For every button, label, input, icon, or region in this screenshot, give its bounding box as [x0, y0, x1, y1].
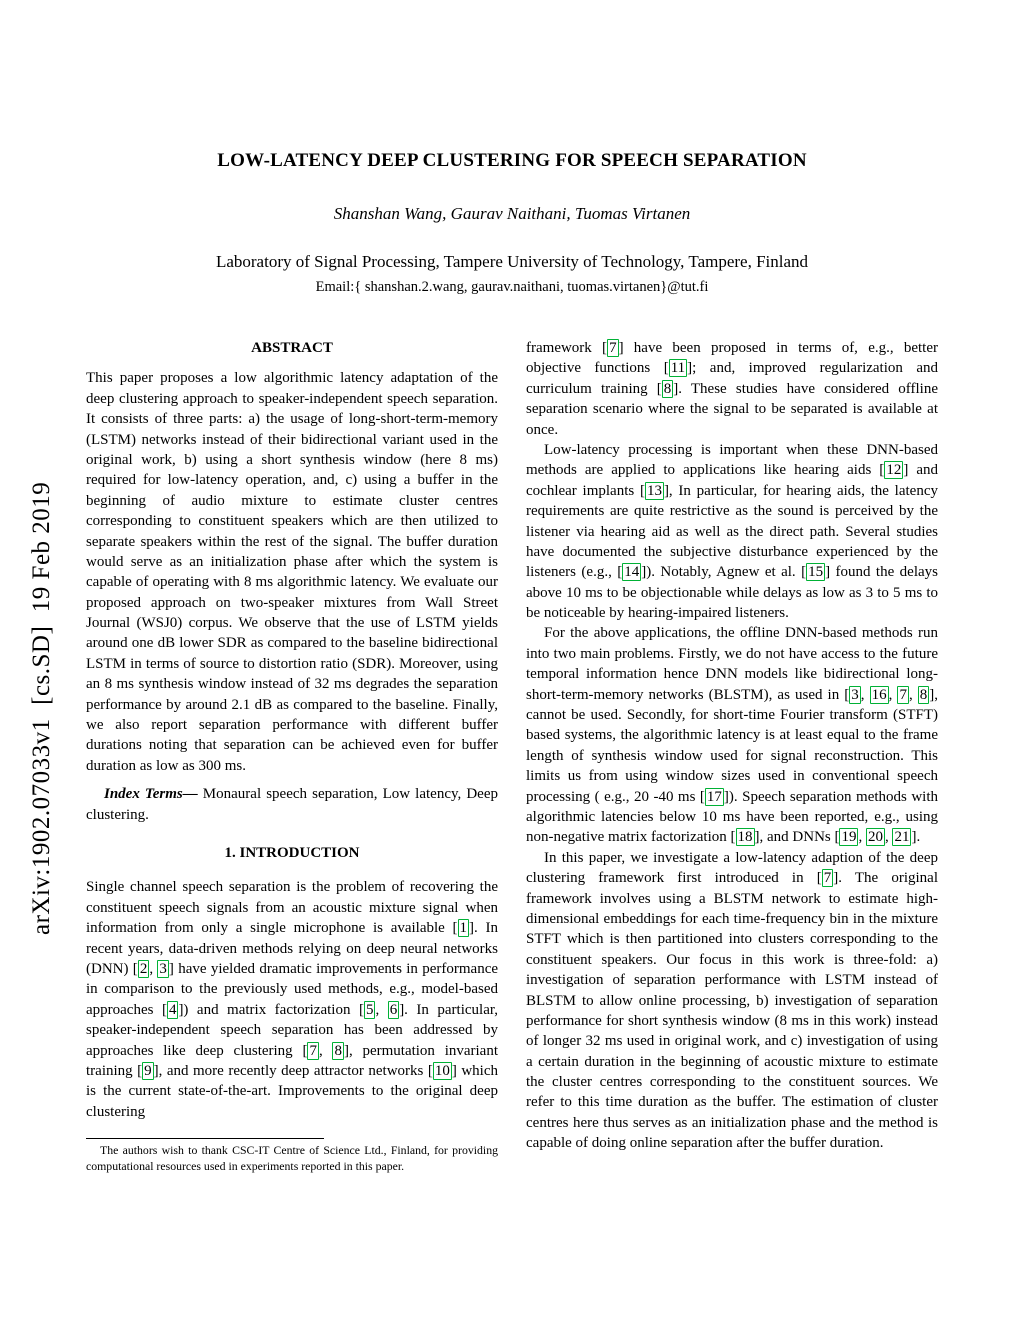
left-column	[86, 338, 498, 1174]
right-column	[526, 338, 938, 1174]
citation-link[interactable]: 17	[706, 788, 722, 805]
citation-link[interactable]: 19	[841, 829, 857, 846]
citation-link[interactable]: 12	[886, 462, 902, 479]
citation-link[interactable]: 9	[144, 1062, 152, 1079]
citation-link[interactable]: 6	[389, 1001, 398, 1018]
citation-link[interactable]: 10	[434, 1062, 450, 1079]
section-heading-introduction: 1. INTRODUCTION	[224, 844, 360, 861]
paper-header	[0, 0, 1024, 296]
citation-link[interactable]: 14	[624, 564, 640, 581]
citation-link[interactable]: 5	[365, 1001, 374, 1018]
citation-link[interactable]: 21	[894, 829, 910, 846]
index-terms-label: Index Terms—	[104, 786, 198, 803]
intro-paragraph: Single channel speech separation is the problem of recovering the constituent speech signals from an acoustic mixture signal when information from only a single microphone is available [ 1 ]. In recent years, data-driven methods relying on deep neural networks (DNN) [ 2 , 3 ] have yielded dramatic improvements in performance in comparison to the previously used methods, e.g., model-based approaches [ 4 ]) and matrix factorization [ 5 , 6 ]. In particular, speaker-independent speech separation has been addressed by approaches like deep clustering [ 7 , 8 ], permutation invariant training [ 9 ], and more recently deep attractor networks [ 10 ] which is the current state-of-the-art. Improvements to the original deep clustering	[86, 879, 499, 1120]
citation-link[interactable]: 11	[670, 360, 686, 377]
citation-link[interactable]: 20	[867, 829, 883, 846]
citation-link[interactable]: 3	[851, 686, 859, 703]
body-paragraph-continuation: framework [ 7 ] have been proposed in terms of, e.g., better objective functions [ 11 ]; and, improved regularization and curriculum training [ 8 ]. These studies have considered offline separation scenario where the signal to be separated is available at once.	[526, 340, 939, 438]
citation-link[interactable]: 8	[919, 686, 928, 703]
citation-link[interactable]: 8	[334, 1042, 342, 1059]
email-line: Email:{ shanshan.2.wang, gaurav.naithani, tuomas.virtanen}@tut.fi	[315, 279, 709, 295]
footnote-text: The authors wish to thank CSC-IT Centre of Science Ltd., Finland, for providing computational resources used in experiments reported in this paper.	[86, 1143, 498, 1173]
body-paragraph-low-latency: Low-latency processing is important when these DNN-based methods are applied to applications like hearing aids [ 12 ] and cochlear implants [ 13 ], In particular, for hearing aids, the latency requirements are quite restrictive as the sound is perceived by the listener via hearing aid as well as the direct path. Several studies have documented the subjective disturbance experienced by the listeners (e.g., [ 14 ]). Notably, Agnew et al. [ 15 ] found the delays above 10 ms to be objectionable while delays as low as 3 to 5 ms to be noticeable by hearing-impaired listeners.	[526, 441, 938, 622]
citation-link[interactable]: 2	[139, 960, 148, 977]
authors-line: Shanshan Wang, Gaurav Naithani, Tuomas Virtanen	[333, 204, 691, 223]
index-terms-text: Monaural speech separation, Low latency, Deep clustering.	[86, 786, 498, 823]
footnote-block	[86, 1138, 498, 1174]
citation-link[interactable]: 8	[663, 380, 672, 397]
citation-link[interactable]: 7	[899, 686, 907, 703]
citation-link[interactable]: 13	[646, 482, 662, 499]
citation-link[interactable]: 7	[823, 870, 832, 887]
affiliation-line: Laboratory of Signal Processing, Tampere University of Technology, Tampere, Finland	[215, 252, 809, 271]
citation-link[interactable]: 7	[309, 1042, 317, 1059]
body-paragraph-this-paper: In this paper, we investigate a low-latency adaption of the deep clustering framework first introduced in [ 7 ]. The original framework involves using a BLSTM network to estimate high-dimensional embeddings for each time-frequency bin in the mixture STFT which is then partitioned into clusters corresponding to the constituent speakers. Our focus in this work is three-fold: a) investigation of separation performance with LSTM instead of BLSTM to allow online processing, b) investigation of separation performance for short synthesis window (8 ms in this work) instead of longer 32 ms used in original work, and c) investigation of using a certain duration in the beginning of acoustic mixture to estimate the cluster centres corresponding to the constituent sources. We refer to this time duration as the buffer. The estimation of cluster centres here thus serves as an initialization phase and the method is capable of doing online separation after the buffer duration.	[526, 849, 939, 1152]
two-column-body	[86, 338, 938, 1174]
citation-link[interactable]: 1	[459, 920, 468, 937]
footnote-rule	[86, 1138, 324, 1139]
body-paragraph-offline-problems: For the above applications, the offline DNN-based methods run into two main problems. Firstly, we do not have access to the future temporal information hence DNN models like bidirectional long-short-term-memory networks (BLSTM), as used in [ 3 , 16 , 7 , 8 ], cannot be used. Secondly, for short-time Fourier transform (STFT) based systems, the algorithmic latency is at least equal to the frame length of synthesis window used for signal reconstruction. This limits us from using window sizes used in conventional speech processing ( e.g., 20 -40 ms [ 17 ]). Speech separation methods with algorithmic latencies below 10 ms have been reported, e.g., using non-negative matrix factorization [ 18 ], and DNNs [ 19 , 20 , 21 ].	[526, 625, 939, 846]
citation-link[interactable]: 4	[168, 1001, 177, 1018]
citation-link[interactable]: 16	[871, 686, 887, 703]
arxiv-watermark: arXiv:1902.07033v1 [cs.SD] 19 Feb 2019	[28, 481, 55, 935]
citation-link[interactable]: 3	[159, 960, 167, 977]
citation-link[interactable]: 15	[808, 564, 824, 581]
citation-link[interactable]: 7	[609, 340, 617, 356]
abstract-heading: ABSTRACT	[251, 340, 333, 356]
abstract-paragraph: This paper proposes a low algorithmic latency adaptation of the deep clustering approach to speaker-independent speech separation. It consists of three parts: a) the usage of long-short-term-memory (LSTM) networks instead of their bidirectional variant used in the original work, b) using a short synthesis window (here 8 ms) required for low-latency operation, and, c) using a buffer in the beginning of audio mixture to estimate cluster centres corresponding to constituent speakers which are then utilized to separate speakers within the rest of the signal. The buffer duration would serve as an initialization phase after which the system is capable of operating with 8 ms algorithmic latency. We evaluate our proposed approach on two-speaker mixtures from Wall Street Journal (WSJ0) corpus. We observe that the use of LSTM yields around one dB lower SDR as compared to the baseline bidirectional LSTM in terms of source to distortion ratio (SDR). Moreover, using an 8 ms synthesis window instead of 32 ms degrades the separation performance by around 2.1 dB as compared to the baseline. Finally, we also report separation performance with different buffer durations noting that separation can be achieved even for buffer duration as low as 300 ms.	[86, 370, 498, 774]
index-terms	[86, 784, 498, 825]
page-title: LOW-LATENCY DEEP CLUSTERING FOR SPEECH SEPARATION	[217, 150, 807, 171]
citation-link[interactable]: 18	[737, 829, 753, 846]
